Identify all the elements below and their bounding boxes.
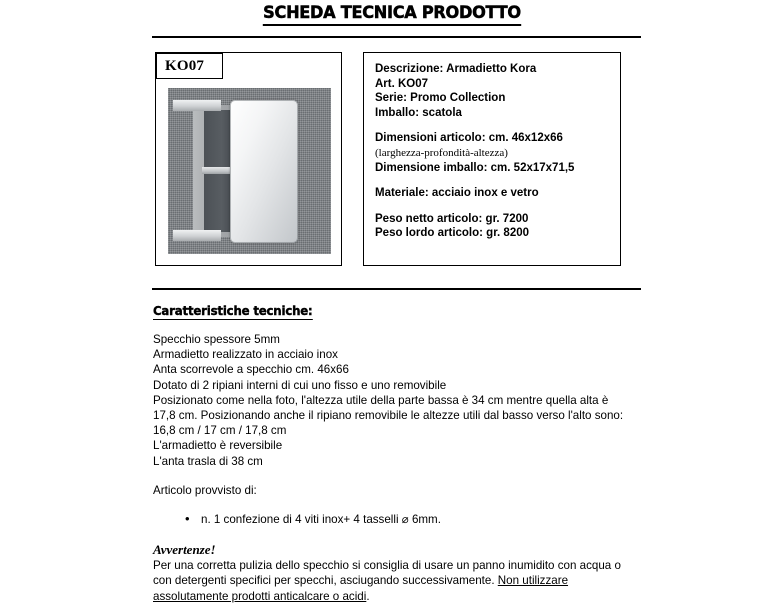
technical-line: Armadietto realizzato in acciaio inox [153,348,338,362]
info-packaging: Imballo: scatola [375,106,462,119]
technical-line: Posizionato come nella foto, l'altezza utile della parte bassa è 34 cm mentre quella alta è 17,8 cm. Posizionando anche il ripiano removibile le altezze utili dal basso verso l'alto sono: 16,8 cm / 17 cm / 17,8 cm [153,393,624,438]
spacer [375,175,620,186]
info-net-weight: Peso netto articolo: gr. 7200 [375,212,529,225]
technical-line: Dotato di 2 ripiani interni di cui uno fisso e uno removibile [153,378,447,392]
cabinet-bottom-panel-icon [173,230,221,241]
warning-title: Avvertenze! [153,542,216,558]
spacer [153,527,633,541]
technical-line: Anta scorrevole a specchio cm. 46x66 [153,363,349,377]
page-title [20,3,765,23]
info-gross-weight: Peso lordo articolo: gr. 8200 [375,227,530,240]
info-description: Descrizione: Armadietto Kora [375,63,537,75]
cabinet-top-panel-icon [173,100,221,111]
list-item: • n. 1 confezione di 4 viti inox+ 4 tasselli ⌀ 6mm. [201,512,633,527]
technical-section-heading-text: Caratteristiche tecniche: [153,303,313,318]
product-info-box [363,52,621,266]
product-code-label: KO07 [165,57,205,74]
technical-section-heading [153,303,313,318]
info-dimensions-note: (larghezza-profondità-altezza) [375,146,508,159]
info-material: Materiale: acciaio inox e vetro [375,187,539,200]
spacer [375,120,620,131]
spacer [153,469,633,483]
warning-text-end: . [366,589,370,603]
info-article: Art. KO07 [375,77,429,90]
info-series: Serie: Promo Collection [375,92,506,105]
technical-line: L'armadietto è reversibile [153,439,283,453]
warning-text-main: Per una corretta pulizia dello specchio si consiglia di usare un panno inumidito con acqua o con detergenti specifici per specchi, asciugando successivamente. [153,559,621,588]
technical-line: Specchio spessore 5mm [153,333,280,346]
info-dimensions-article: Dimensioni articolo: cm. 46x12x66 [375,132,563,145]
spacer [375,201,620,212]
product-photo [168,88,331,254]
technical-line: L'anta trasla di 38 cm [153,454,263,468]
supplied-items-list [153,512,633,527]
spacer [153,498,633,512]
technical-body [153,332,633,604]
warning-text [153,558,633,604]
divider-top [152,36,641,38]
product-code-box [156,53,223,79]
page-title-text: SCHEDA TECNICA PRODOTTO [263,3,521,26]
divider-middle [152,288,641,290]
supplied-with-label: Articolo provvisto di: [153,483,257,497]
cabinet-mirror-door-icon [230,100,298,243]
info-dimensions-package: Dimensione imballo: cm. 52x17x71,5 [375,161,575,174]
product-image-box [155,52,342,266]
warning-text-underlined: Non utilizzare assolutamente prodotti anticalcare o acidi [153,574,569,603]
